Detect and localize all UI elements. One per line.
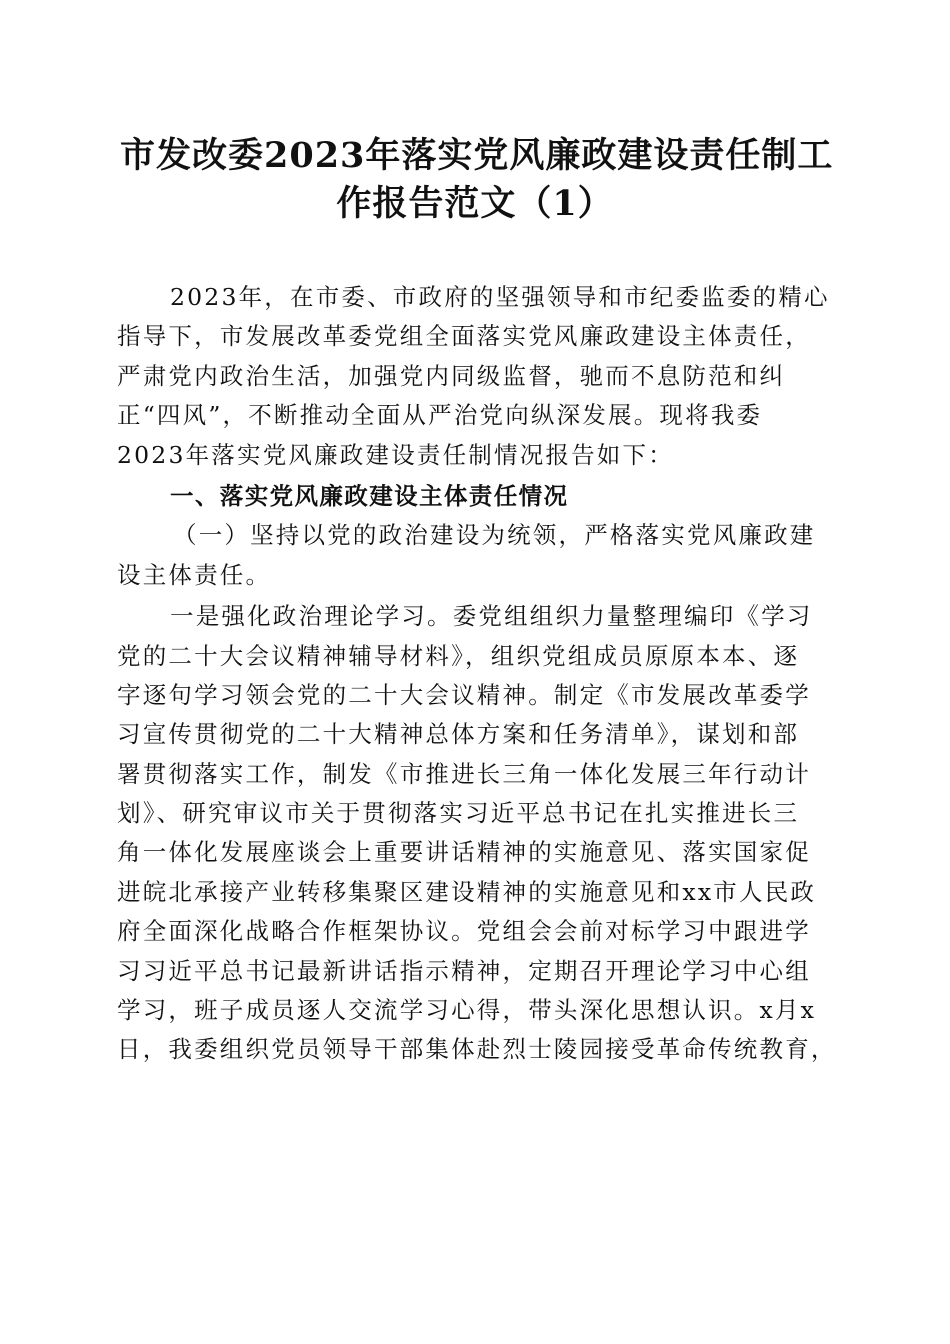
text-line: 划》、研究审议市关于贯彻落实习近平总书记在扎实推进长三	[117, 799, 800, 828]
text-line: （一）坚持以党的政治建设为统领，严格落实党风廉政建	[173, 521, 816, 550]
document-body	[117, 278, 837, 1070]
text-line: 习宣传贯彻党的二十大精神总体方案和任务清单》，谋划和部	[117, 720, 800, 749]
text-line: 署贯彻落实工作，制发《市推进长三角一体化发展三年行动计	[117, 759, 811, 788]
text-line: 党的二十大会议精神辅导材料》，组织党组成员原原本本、逐	[117, 641, 800, 670]
title-line: 市发改委2023年落实党风廉政建设责任制工	[120, 135, 834, 176]
title-line: 作报告范文（1）	[336, 183, 614, 224]
text-line: 府全面深化战略合作框架协议。党组会会前对标学习中跟进学	[117, 917, 811, 946]
text-line: 指导下，市发展改革委党组全面落实党风廉政建设主体责任，	[117, 322, 811, 351]
subsection-heading	[117, 516, 833, 595]
text-line: 正“四风”，不断推动全面从严治党向纵深发展。现将我委	[117, 401, 763, 430]
document-title	[120, 132, 834, 228]
text-line: 学习，班子成员逐人交流学习心得，带头深化思想认识。x月x	[117, 996, 817, 1025]
text-line: 2023年，在市委、市政府的坚强领导和市纪委监委的精心	[170, 283, 830, 311]
text-line: 进皖北承接产业转移集聚区建设精神的实施意见和xx市人民政	[117, 877, 817, 906]
text-line: 设主体责任。	[117, 560, 272, 589]
text-line: 2023年落实党风廉政建设责任制情况报告如下：	[117, 440, 674, 469]
text-line: 字逐句学习领会党的二十大会议精神。制定《市发展改革委学	[117, 680, 811, 709]
text-line: 习习近平总书记最新讲话指示精神，定期召开理论学习中心组	[117, 956, 811, 985]
intro-paragraph	[117, 278, 833, 475]
text-line: 角一体化发展座谈会上重要讲话精神的实施意见、落实国家促	[117, 838, 811, 867]
text-line: 日，我委组织党员领导干部集体赴烈士陵园接受革命传统教育，	[117, 1035, 837, 1064]
text-line: 严肃党内政治生活，加强党内同级监督，驰而不息防范和纠	[117, 361, 786, 390]
text-line: 一是强化政治理论学习。委党组组织力量整理编印《学习	[170, 602, 813, 631]
body-paragraph	[117, 597, 837, 1070]
section-heading: 一、落实党风廉政建设主体责任情况	[170, 481, 569, 510]
